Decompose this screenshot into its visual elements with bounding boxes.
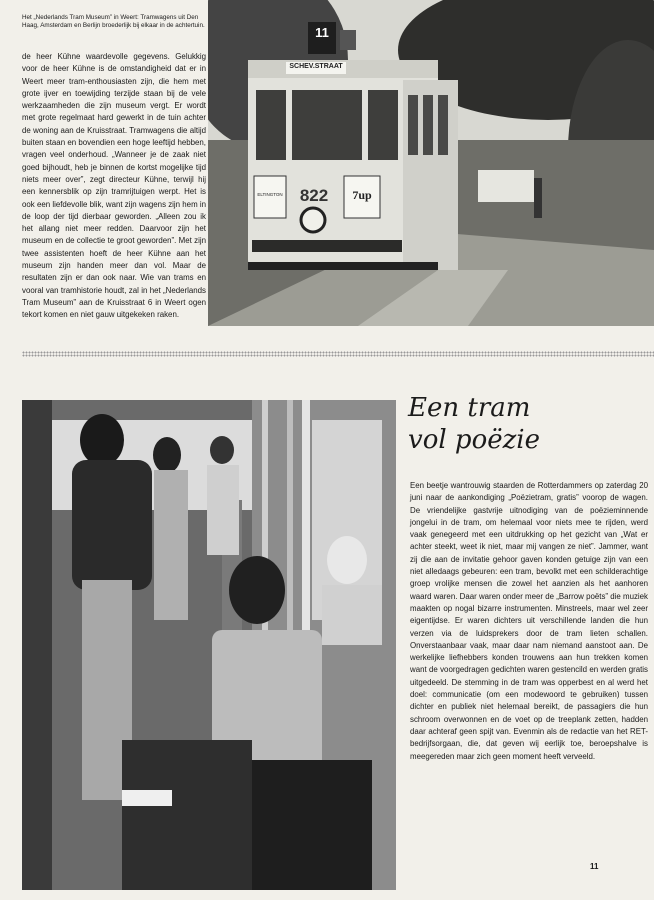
- advertisement-left: ELTINGTON: [257, 192, 283, 197]
- poetry-tram-photo: [22, 400, 396, 890]
- photo-caption: Het „Nederlands Tram Museum” in Weert: Tramwagens uit Den Haag, Amsterdam en Berlijn broederlijk bij elkaar in de achtertuin.: [22, 14, 205, 30]
- section-divider: [22, 351, 654, 357]
- fleet-number: 822: [299, 186, 329, 205]
- tram-museum-photo: [208, 0, 654, 326]
- route-number-sign: 11: [315, 25, 329, 40]
- headline-line-1: Een tram: [408, 393, 531, 423]
- article-tram-museum-text: de heer Kühne waardevolle gegevens. Gelukkig voor de heer Kühne is de omstandigheid dat er in Weert meer tram-enthousiasten zijn, die hem met grote ijver en toewijding terzijde staan bij de vele werkzaamheden die zijn museum vergt. Er wordt met grote regelmaat hard gewerkt in de tuin achter de woning aan de Kruisstraat. Tramwagens die altijd buiten staan en bovendien een hoge leeftijd hebben, vragen veel onderhoud. „Wanneer je de zaak niet goed bijhoudt, heb je binnen de kortst mogelijke tijd niets meer over”, zegt directeur Kühne, terwijl hij een kennersblik op zijn tramrijtuigen werpt. Het is ook een liefdevolle blik, want zijn wagens zijn hem in de loop der tijd dierbaar geworden. „Alleen zou ik het allang niet meer redden. Daarvoor zijn het museum en de collectie te groot geworden”. Met zijn twee assistenten hoeft de heer Kühne aan het museum zijn handen meer dan vol. Maar de resultaten zijn er dan ook naar. Wie van trams en vooral van tramhistorie houdt, zal in het „Nederlands Tram Museum” aan de Kruisstraat 6 in Weert ogen tekort komen en niet gauw uitgekeken raken.: [22, 52, 206, 320]
- article-headline: [408, 392, 648, 456]
- headline-line-2: vol poëzie: [408, 425, 541, 455]
- destination-sign: SCHEV.STRAAT: [289, 63, 343, 70]
- article-tram-museum: [22, 51, 206, 322]
- article-poetry-tram: [410, 480, 648, 763]
- article-poetry-tram-text: Een beetje wantrouwig staarden de Rotterdammers op zaterdag 20 juni naar de aankondiging „Poëzietram, gratis” voorop de wagen. De vriendelijke gastvrije uitnodiging van de poëzieminnende jongelui in de tram, om helemaal voor niets mee te rijden, werd vaak genegeerd met een uitdrukking op het gezicht van „Wat er achter steekt, weet ik niet, maar mij vangen ze niet”. Jammer, want zij die aan de invitatie gehoor gaven konden getuige zijn van een niet alledaags gebeuren: een tram, bevolkt met een schilderachtige groep vrolijke mensen die zowel het aanzien als het aanhoren waard waren. Daar waren onder meer de „Barrow poëts” die muziek maakten op nogal bizarre instrumenten. Minstreels, maar wel zeer eigentijdse. Er waren dichters uit verschillende landen die hun verzen via de luidsprekers door de tram lieten schallen. Onverstaanbaar vaak, maar daar nam niemand aanstoot aan. De werkelijke liefhebbers konden trouwens aan hun trekken komen want de voorgedragen gedichten waren gestencild en werden gratis uitgedeeld. De stemming in de tram was opperbest en al werd het doel: communicatie (om een modewoord te gebruiken) tussen dichter en publiek niet helemaal bereikt, de passagiers die hun schroom overwonnen en de voet op de treeplank zetten, hadden daar achteraf geen spijt van. Evenmin als de redactie van het RET-bedrijfsorgaan, die, dat geven wij eerlijk toe, beroepshalve is meegereden maar zich geen moment heeft verveeld.: [410, 481, 648, 761]
- advertisement-right: 7up: [352, 188, 372, 202]
- page-number: 11: [590, 862, 599, 871]
